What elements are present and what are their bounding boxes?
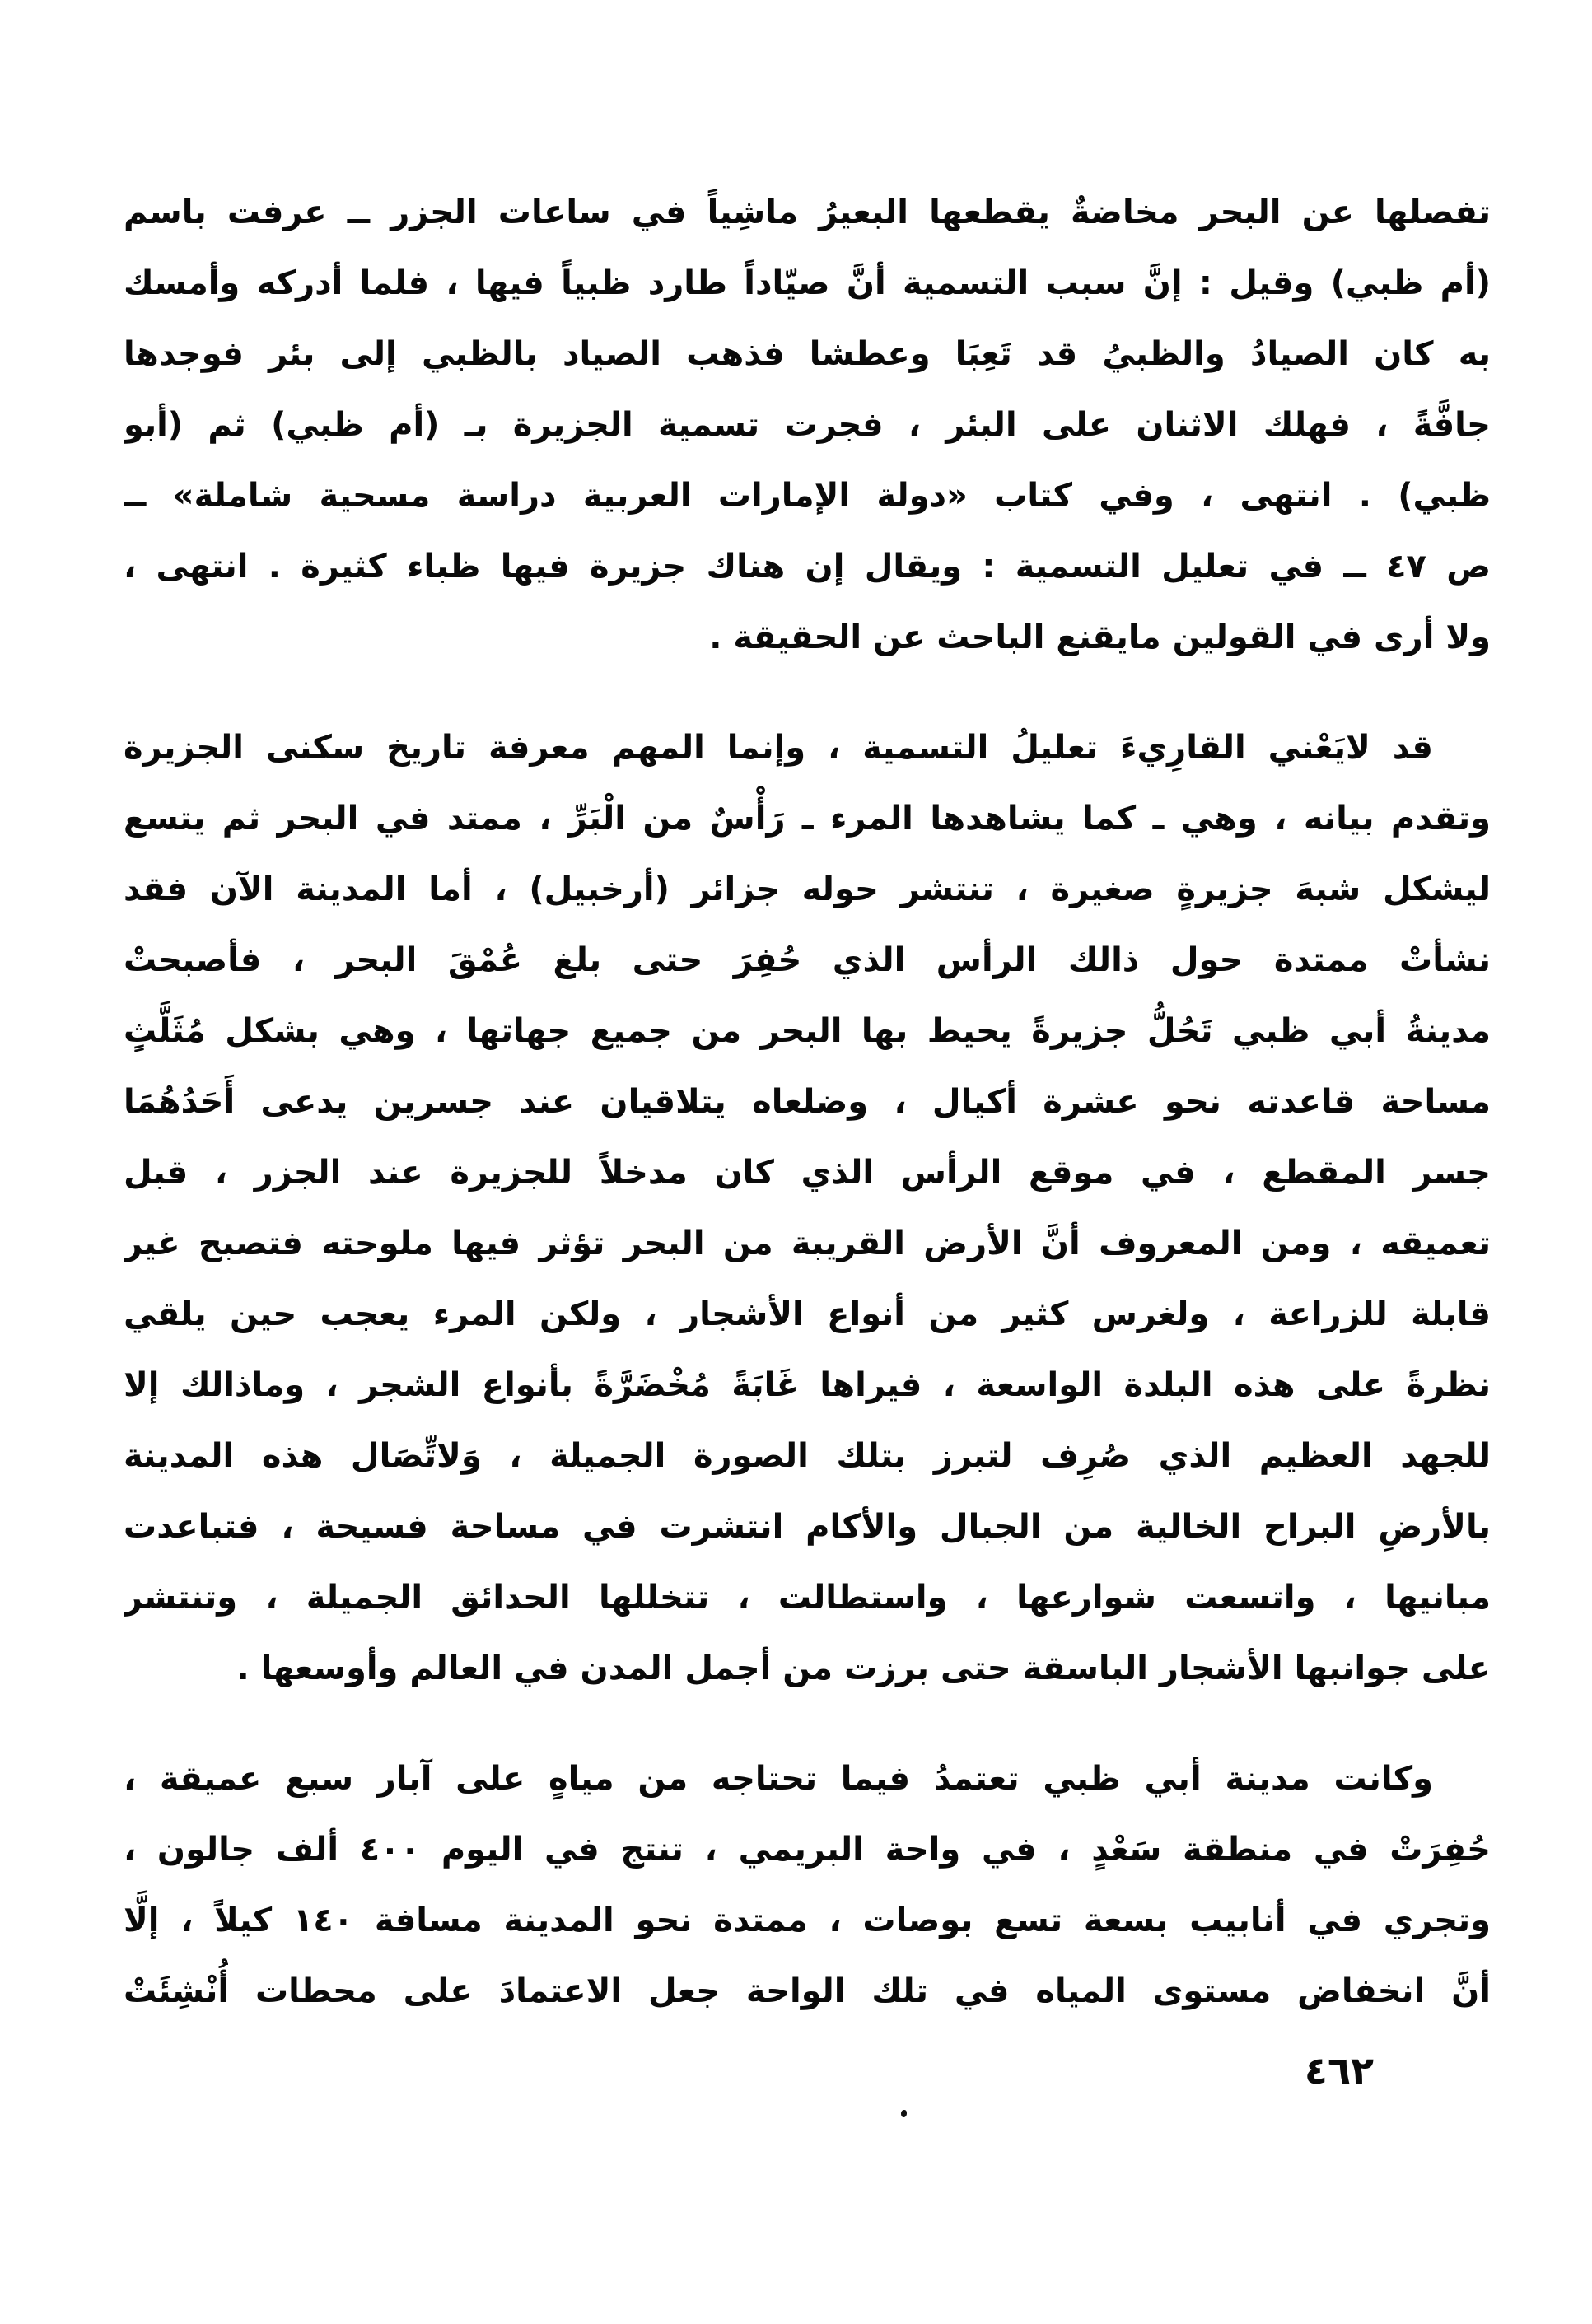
text-line: قد لايَعْني القارِيءَ تعليلُ التسمية ، وإنما المهم معرفة تاريخ سكنى الجزيرة: [124, 729, 1433, 767]
paragraph-3: [124, 1743, 1491, 2027]
text-line: ولا أرى في القولين مايقنع الباحث عن الحقيقة .: [709, 618, 1491, 656]
text-line: جسر المقطع ، في موقع الرأس الذي كان مدخلاً للجزيرة عند الجزر ، قبل: [124, 1154, 1491, 1192]
text-line: أنَّ انخفاض مستوى المياه في تلك الواحة جعل الاعتمادَ على محطات أُنْشِئَتْ: [124, 1972, 1491, 2010]
text-line: مساحة قاعدته نحو عشرة أكيال ، وضلعاه يتلاقيان عند جسرين يدعى أَحَدُهُمَا: [124, 1083, 1491, 1121]
text-line: على جوانبها الأشجار الباسقة حتى برزت من أجمل المدن في العالم وأوسعها .: [236, 1650, 1491, 1687]
text-line: ص ٤٧ ــ في تعليل التسمية : ويقال إن هناك جزيرة فيها ظباء كثيرة . انتهى ،: [124, 548, 1491, 586]
text-line: (أم ظبي) وقيل : إنَّ سبب التسمية أنَّ صيّاداً طارد ظبياً فيها ، فلما أدركه وأمسك: [124, 264, 1491, 302]
text-line: مدينةُ أبي ظبي تَحُلُّ جزيرةً يحيط بها البحر من جميع جهاتها ، وهي بشكل مُثَلَّثٍ: [124, 1012, 1491, 1050]
text-line: حُفِرَتْ في منطقة سَعْدٍ ، في واحة البريمي ، تنتج في اليوم ٤٠٠ ألف جالون ،: [124, 1831, 1491, 1869]
text-line: نظرةً على هذه البلدة الواسعة ، فيراها غَابَةً مُخْضَرَّةً بأنواع الشجر ، وماذالك إلا: [124, 1366, 1491, 1404]
text-line: قابلة للزراعة ، ولغرس كثير من أنواع الأشجار ، ولكن المرء يعجب حين يلقي: [124, 1295, 1491, 1333]
ink-speck: [901, 2110, 907, 2117]
text-line: للجهد العظيم الذي صُرِف لتبرز بتلك الصورة الجميلة ، وَلاتِّصَال هذه المدينة: [124, 1437, 1491, 1475]
text-line: تعميقه ، ومن المعروف أنَّ الأرض القريبة من البحر تؤثر فيها ملوحته فتصبح غير: [124, 1225, 1491, 1262]
text-line: جافَّةً ، فهلك الاثنان على البئر ، فجرت تسمية الجزيرة بـ (أم ظبي) ثم (أبو: [124, 406, 1491, 444]
text-line: وكانت مدينة أبي ظبي تعتمدُ فيما تحتاجه من مياهٍ على آبار سبع عميقة ،: [124, 1760, 1433, 1798]
text-line: وتقدم بيانه ، وهي ـ كما يشاهدها المرء ـ رَأْسٌ من الْبَرِّ ، ممتد في البحر ثم يتسع: [124, 800, 1491, 838]
paragraph-2: [124, 712, 1491, 1704]
text-line: مبانيها ، واتسعت شوارعها ، واستطالت ، تتخللها الحدائق الجميلة ، وتنتشر: [124, 1579, 1491, 1617]
text-line: تفصلها عن البحر مخاضةٌ يقطعها البعيرُ ماشِياً في ساعات الجزر ــ عرفت باسم: [124, 194, 1491, 231]
text-line: نشأتْ ممتدة حول ذالك الرأس الذي حُفِرَ حتى بلغ عُمْقَ البحر ، فأصبحتْ: [124, 941, 1491, 979]
page-text: [124, 177, 1491, 2027]
page-number-folio: ٤٦٢: [1304, 2048, 1375, 2093]
text-line: وتجري في أنابيب بسعة تسع بوصات ، ممتدة نحو المدينة مسافة ١٤٠ كيلاً ، إلَّا: [124, 1902, 1491, 1939]
text-line: بالأرضِ البراح الخالية من الجبال والأكام انتشرت في مساحة فسيحة ، فتباعدت: [124, 1508, 1491, 1546]
text-line: به كان الصيادُ والظبيُ قد تَعِبَا وعطشا فذهب الصياد بالظبي إلى بئر فوجدها: [124, 335, 1491, 373]
text-line: ظبي) . انتهى ، وفي كتاب «دولة الإمارات العربية دراسة مسحية شاملة» ــ: [124, 477, 1491, 515]
text-line: ليشكل شبهَ جزيرةٍ صغيرة ، تنتشر حوله جزائر (أرخبيل) ، أما المدينة الآن فقد: [124, 870, 1491, 908]
paragraph-1: [124, 177, 1491, 673]
